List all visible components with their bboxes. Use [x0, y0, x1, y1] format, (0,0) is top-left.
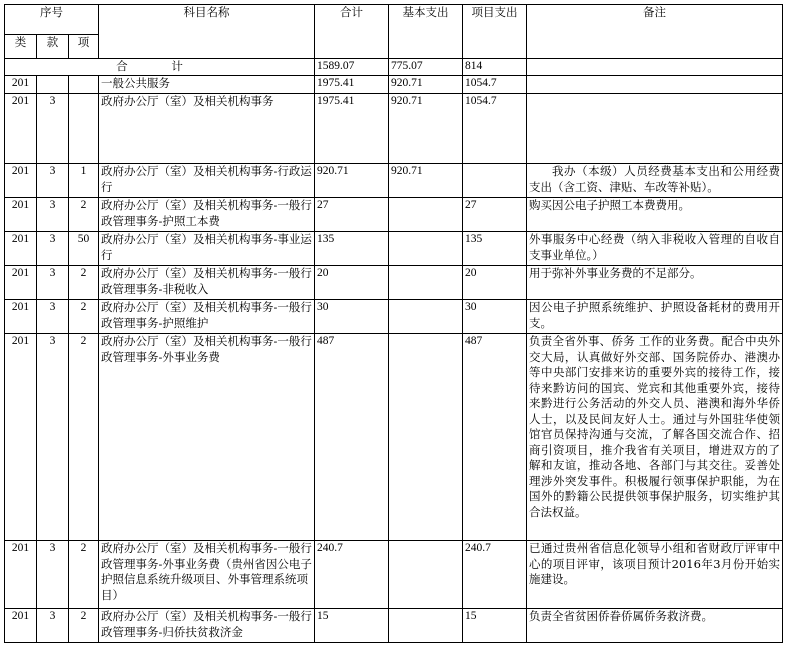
- cell-kuan: 3: [37, 94, 69, 164]
- cell-total: 135: [315, 232, 389, 266]
- table-row: [5, 266, 783, 300]
- cell-subject: 一般公共服务: [99, 76, 315, 94]
- lei-header: 类: [5, 35, 37, 59]
- cell-kuan: 3: [37, 334, 69, 541]
- cell-kuan: 3: [37, 609, 69, 643]
- basic-header: 基本支出: [389, 5, 463, 59]
- cell-total: 240.7: [315, 541, 389, 609]
- seq-header: 序号: [5, 5, 99, 35]
- cell-subject: 政府办公厅（室）及相关机构事务-一般行政管理事务-归侨扶贫救济金: [99, 609, 315, 643]
- cell-subject: 政府办公厅（室）及相关机构事务-事业运行: [99, 232, 315, 266]
- xiang-header: 项: [69, 35, 99, 59]
- cell-lei: 201: [5, 94, 37, 164]
- project-header: 项目支出: [463, 5, 527, 59]
- cell-total: 1975.41: [315, 94, 389, 164]
- cell-total: 30: [315, 300, 389, 334]
- table-row: [5, 76, 783, 94]
- cell-xiang: [69, 76, 99, 94]
- cell-xiang: 50: [69, 232, 99, 266]
- cell-basic: [389, 609, 463, 643]
- sum-project: 814: [463, 59, 527, 76]
- cell-project: 1054.7: [463, 76, 527, 94]
- cell-subject: 政府办公厅（室）及相关机构事务-一般行政管理事务-护照工本费: [99, 198, 315, 232]
- cell-lei: 201: [5, 334, 37, 541]
- subject-header: 科目名称: [99, 5, 315, 59]
- cell-remark: 因公电子护照系统维护、护照设备耗材的费用开支。: [527, 300, 783, 334]
- table-row: [5, 198, 783, 232]
- cell-total: 1975.41: [315, 76, 389, 94]
- cell-total: 20: [315, 266, 389, 300]
- cell-remark: 负责全省外事、侨务 工作的业务费。配合中央外交大局，认真做好外交部、国务院侨办、港澳办等中央部门安排来访的重要外宾的接待工作，接待来黔访问的国宾、党宾和其他重要外宾，接待来黔进行公务活动的外交人员、港澳和海外华侨人士，以及民间友好人士。通过与外国驻华使领馆官员保持沟通与交流，了解各国交流合作、招商引资项目，推介我省有关项目，增进双方的了解和友谊，推动各地、各部门与其交往。妥善处理涉外突发事件。积极履行领事保护职能，为在国外的黔籍公民提供领事保护服务，切实维护其合法权益。: [527, 334, 783, 541]
- table-row: [5, 164, 783, 198]
- cell-remark: 外事服务中心经费（纳入非税收入管理的自收自支事业单位。）: [527, 232, 783, 266]
- cell-project: 27: [463, 198, 527, 232]
- cell-kuan: 3: [37, 300, 69, 334]
- cell-kuan: [37, 76, 69, 94]
- cell-project: 487: [463, 334, 527, 541]
- cell-lei: 201: [5, 609, 37, 643]
- cell-subject: 政府办公厅（室）及相关机构事务-一般行政管理事务-护照维护: [99, 300, 315, 334]
- cell-subject: 政府办公厅（室）及相关机构事务-一般行政管理事务-外事业务费（贵州省因公电子护照信息系统升级项目、外事管理系统项目）: [99, 541, 315, 609]
- cell-subject: 政府办公厅（室）及相关机构事务-一般行政管理事务-非税收入: [99, 266, 315, 300]
- cell-total: 920.71: [315, 164, 389, 198]
- cell-xiang: 2: [69, 334, 99, 541]
- cell-remark: 已通过贵州省信息化领导小组和省财政厅评审中心的项目评审，该项目预计2016年3月份开始实施建设。: [527, 541, 783, 609]
- cell-lei: 201: [5, 266, 37, 300]
- table-row: [5, 334, 783, 541]
- cell-project: 30: [463, 300, 527, 334]
- table-row: [5, 541, 783, 609]
- cell-subject: 政府办公厅（室）及相关机构事务-一般行政管理事务-外事业务费: [99, 334, 315, 541]
- cell-lei: 201: [5, 541, 37, 609]
- kuan-header: 款: [37, 35, 69, 59]
- cell-total: 27: [315, 198, 389, 232]
- cell-xiang: 2: [69, 198, 99, 232]
- sum-row: [5, 59, 783, 76]
- cell-project: 240.7: [463, 541, 527, 609]
- cell-kuan: 3: [37, 164, 69, 198]
- table-row: [5, 232, 783, 266]
- budget-table: [4, 4, 783, 643]
- cell-basic: 920.71: [389, 94, 463, 164]
- cell-subject: 政府办公厅（室）及相关机构事务-行政运行: [99, 164, 315, 198]
- cell-lei: 201: [5, 76, 37, 94]
- cell-kuan: 3: [37, 541, 69, 609]
- cell-project: 20: [463, 266, 527, 300]
- cell-basic: [389, 266, 463, 300]
- cell-project: [463, 164, 527, 198]
- cell-kuan: 3: [37, 232, 69, 266]
- cell-kuan: 3: [37, 198, 69, 232]
- cell-lei: 201: [5, 198, 37, 232]
- cell-kuan: 3: [37, 266, 69, 300]
- cell-xiang: [69, 94, 99, 164]
- sum-total: 1589.07: [315, 59, 389, 76]
- cell-lei: 201: [5, 164, 37, 198]
- sum-basic: 775.07: [389, 59, 463, 76]
- cell-project: 15: [463, 609, 527, 643]
- cell-lei: 201: [5, 300, 37, 334]
- cell-remark: [527, 76, 783, 94]
- cell-basic: 920.71: [389, 76, 463, 94]
- cell-basic: [389, 232, 463, 266]
- total-header: 合计: [315, 5, 389, 59]
- cell-remark: [527, 94, 783, 164]
- cell-remark: 我办（本级）人员经费基本支出和公用经费支出（含工资、津贴、车改等补贴）。: [527, 164, 783, 198]
- cell-basic: [389, 300, 463, 334]
- cell-project: 135: [463, 232, 527, 266]
- sum-remark: [527, 59, 783, 76]
- cell-xiang: 1: [69, 164, 99, 198]
- table-row: [5, 300, 783, 334]
- cell-project: 1054.7: [463, 94, 527, 164]
- cell-basic: [389, 334, 463, 541]
- sum-label: 合 计: [5, 59, 315, 76]
- cell-total: 487: [315, 334, 389, 541]
- cell-subject: 政府办公厅（室）及相关机构事务: [99, 94, 315, 164]
- cell-xiang: 2: [69, 541, 99, 609]
- cell-basic: [389, 541, 463, 609]
- cell-remark: 用于弥补外事业务费的不足部分。: [527, 266, 783, 300]
- remark-header: 备注: [527, 5, 783, 59]
- table-row: [5, 609, 783, 643]
- cell-basic: [389, 198, 463, 232]
- table-row: [5, 94, 783, 164]
- cell-remark: 购买因公电子护照工本费费用。: [527, 198, 783, 232]
- cell-xiang: 2: [69, 300, 99, 334]
- cell-xiang: 2: [69, 609, 99, 643]
- cell-remark: 负责全省贫困侨眷侨属侨务救济费。: [527, 609, 783, 643]
- cell-lei: 201: [5, 232, 37, 266]
- cell-basic: 920.71: [389, 164, 463, 198]
- cell-total: 15: [315, 609, 389, 643]
- cell-xiang: 2: [69, 266, 99, 300]
